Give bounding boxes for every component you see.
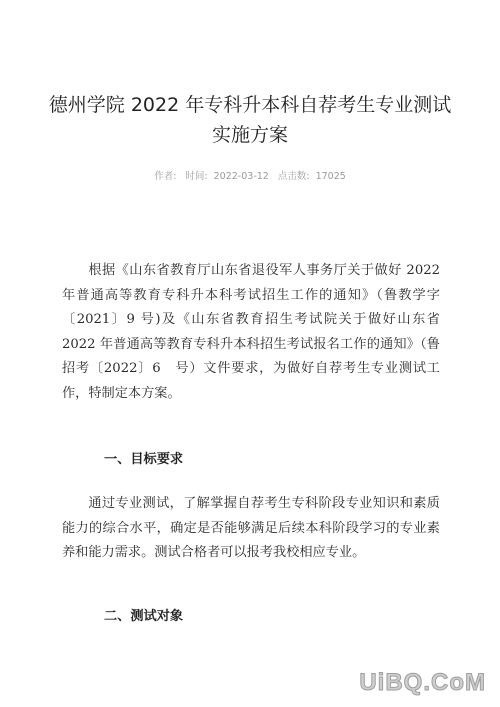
views-label: 点击数: xyxy=(277,171,310,182)
author-label: 作者: xyxy=(154,171,177,182)
article-meta xyxy=(40,168,460,182)
section-heading-goals: 一、目标要求 xyxy=(104,452,184,467)
view-count: 17025 xyxy=(315,171,346,182)
publish-date: 2022-03-12 xyxy=(213,171,269,182)
article-title: 德州学院 2022 年专科升本科自荐考生专业测试实施方案 xyxy=(48,94,452,146)
section-heading-targets: 二、测试对象 xyxy=(104,609,184,624)
site-watermark: UiBQ.CoM xyxy=(359,669,486,696)
paragraph-goals: 通过专业测试，了解掌握自荐考生专科阶段专业知识和素质能力的综合水平，确定是否能够满足后续本科阶段学习的专业素养和能力需求。测试合格者可以报考我校相应专业。 xyxy=(62,496,440,560)
paragraph-intro: 根据《山东省教育厅山东省退役军人事务厅关于做好 2022 年普通高等教育专科升本科考试招生工作的通知》（鲁教学字〔2021〕9 号)及《山东省教育招生考试院关于做好山东省 2022 年普通高等教育专科升本科招生考试报名工作的通知》（鲁招考〔2022〕6 号）文件要求，为做好自荐考生专业测试工作，特制定本方案。 xyxy=(62,263,440,401)
time-label: 时间: xyxy=(185,171,208,182)
